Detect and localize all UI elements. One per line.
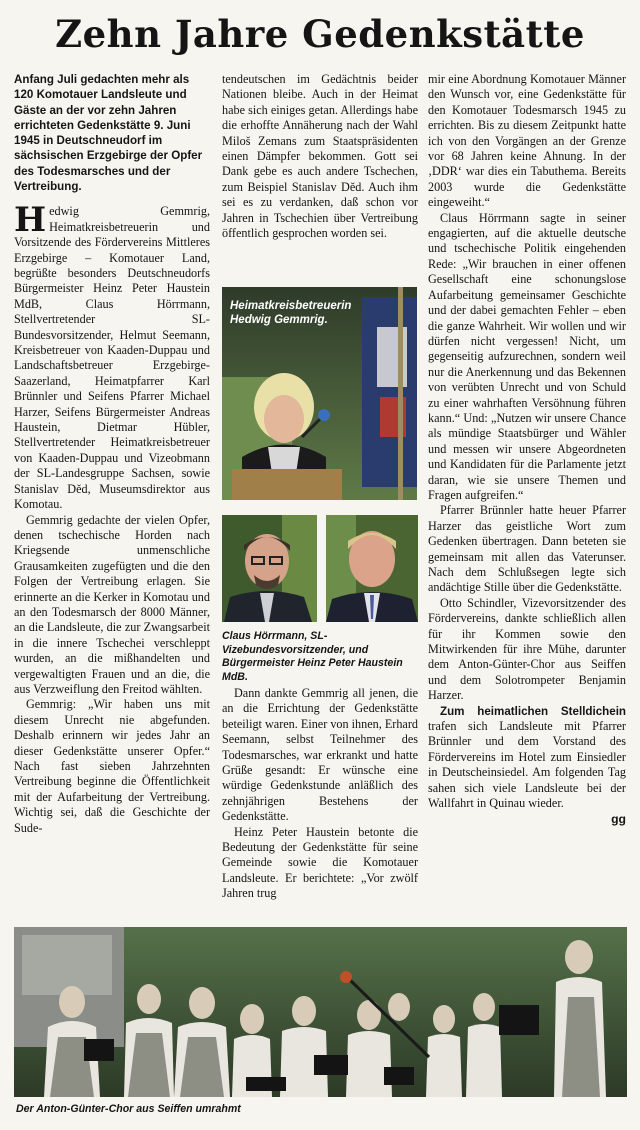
column-1 (14, 72, 210, 912)
paragraph: Dann dankte Gemmrig all jenen, die an die Errichtung der Gedenkstätte beteiligt waren. Einer von ihnen, Erhard Seemann, selbst Teilnehmer des Todesmarsches, war erkrankt und hatte Grüße gesandt: Er wünsche eine würdige Gedenkstunde anläßlich des zehnjährigen Bestehens der Gedenkstätte. (222, 686, 418, 824)
photo-speaker-label: Heimatkreisbetreuerin Hedwig Gemmrig. (230, 300, 352, 326)
paragraph: Hedwig Gemmrig, Heimatkreisbetreuerin und Vorsitzende des Fördervereins Mittleres Erzgebirge – Komotauer Land, begrüßte besonders Deutschneudorfs Bürgermeister Heinz Peter Haustein MdB, Claus Hörrmann, Stellvertretender SL-Bundesvorsitzender, Helmut Seemann, Kreisbetreuer von Kaaden-Duppau und Landschaftsbetreuer Erzgebirge-Saazerland, Heimatpfarrer Karl Brünnler und Seifens Pfarrer Michael Harzer, Seifens Bürgermeister Andreas Haustein, Dietmar Hübler, Stellvertretender Heimatkreisbetreuer von Kaaden-Duppau und Vizeobmann der SL-Landesgruppe Sachsen, sowie Stanislav Děd, Museumsdirektor aus Komotau. (14, 200, 210, 512)
paragraph: mir eine Abordnung Komotauer Männer den Wunsch vor, eine Gedenkstätte für den Komotauer Todesmarsch 1945 zu errichten. Bis zu diesem Zeitpunkt hatte ich von den Vorgängen an der Grenze vor 68 Jahren keine Ahnung. In der ‚DDR‘ war dies ein Tabuthema. Bereits 2003 wurde die Gedenkstätte eingeweiht.“ (428, 72, 626, 210)
column-3 (428, 72, 626, 922)
photo-choir (14, 927, 627, 1097)
paragraph: tendeutschen im Gedächtnis beider Nationen bleibe. Auch in der Heimat habe sich einiges getan. Allerdings habe die erhoffte Annäherung nach der Wahl Miloš Zemans zum Staatspräsidenten einen Dämpfer bekommen. Gott sei Dank gebe es auch andere Tschechen, zum Beispiel Stanislav Děd. Auch ihm sei es zu verdanken, daß schon vor Jahren in Tschechien über Vertreibung öffentlich gesprochen worden sei. (222, 72, 418, 241)
photo-speaker (222, 287, 417, 500)
paragraph: Pfarrer Brünnler hatte heuer Pfarrer Harzer das geistliche Wort zum Gedenken übertragen. Dann beteten sie gemeinsam mit allen das Vaterunser. Nach dem Schlußsegen legte sich andächtige Stille über die Gedenkstätte. (428, 503, 626, 595)
photo-choir-image (14, 927, 627, 1097)
photo-haustein (326, 515, 418, 622)
column-2-top (222, 72, 418, 278)
photo-choir-caption: Der Anton-Günter-Chor aus Seiffen umrahmt (16, 1103, 241, 1115)
paragraph: Gemmrig gedachte der vielen Opfer, denen tschechische Horden nach Kriegsende unmenschliche Grausamkeiten zugefügten und die den Folgen der Vertreibung erlagen. Sie erinnerte an die Kerker in Komotau und an den Todesmarsch der 8000 Männer, an die Landsleute, die zur Zwangsarbeit in die innere Tschechei verschleppt wurden, an die mißhandelten und vergewaltigten Frauen und an die, die aus Verzweiflung den Freitod wählten. (14, 512, 210, 696)
photo-haustein-image (326, 515, 418, 622)
photo-portraits-caption: Claus Hörrmann, SL-Vizebundesvorsitzender, und Bürgermeister Heinz Peter Haustein MdB. (222, 630, 403, 683)
subhead-inline: Zum heimatlichen Stelldichein (440, 704, 626, 718)
photo-hoerrmann (222, 515, 317, 622)
photo-hoerrmann-image (222, 515, 317, 622)
article-lede: Anfang Juli gedachten mehr als 120 Komotauer Landsleute und Gäste an der vor zehn Jahren errichteten Gedenkstätte 9. Juni 1945 in Deutschneudorf im sächsischen Erzgebirge der Opfer des Todesmarsches und der Vertreibung. (14, 73, 203, 194)
drop-cap: H (14, 200, 47, 241)
column-2-bottom (222, 686, 418, 912)
article-headline: Zehn Jahre Gedenkstätte (55, 12, 585, 56)
paragraph: Heinz Peter Haustein betonte die Bedeutung der Gedenkstätte für seine Gemeinde sowie die Komotauer Landsleute. Er berichtete: „Vor zwölf Jahren trug (222, 824, 418, 901)
paragraph: Otto Schindler, Vizevorsitzender des Fördervereins, dankte schließlich allen für ihr Kommen sowie den Mitwirkenden für ihre Mühe, darunter dem Anton-Günter-Chor aus Seiffen und dem Solotrompeter Benjamin Harzer. (428, 595, 626, 703)
paragraph: Gemmrig: „Wir haben uns mit diesem Unrecht nie abgefunden. Deshalb erinnern wir jedes Jahr an dieser Gedenkstätte unserer Opfer.“ Nach fast sieben Jahrzehnten Vertreibung beginne die Öffentlichkeit mit der Aufarbeitung der Vertreibung. Wichtig sei, daß die Geschichte der Sude- (14, 697, 210, 835)
paragraph: Zum heimatlichen Stelldichein trafen sich Landsleute mit Pfarrer Brünnler und dem Vorstand des Fördervereins im Hotel zum Einsiedler in Deutscheinsiedel. Am folgenden Tag sahen sich viele Landsleute bei der Wallfahrt in Quinau wieder. (428, 704, 626, 811)
paragraph: Claus Hörrmann sagte in seiner engagierten, auf die aktuelle deutsche und tschechische Politik eingehenden Rede: „Wir brauchen in einer offenen Gesellschaft eine schonungslose Aufarbeitung gemeinsamer Geschichte und der dabei gemachten Fehler – eben die ganze Wahrheit. Wir wollen und wir dürfen nicht vergessen! Nicht, um gegenseitig aufzurechnen, sondern weil nur die Anerkennung und das Bekennen von verübten Unrecht und von Schuld zu einer wahrhaften Versöhnung führen kann.“ Und: „Nutzen wir unsere Chance als mündige Staatsbürger und Wähler und messen wir unsere Abgeordneten und Kandidaten für die Parlamente jetzt daran, wie sie unsere Themen und Fragen aufgreifen.“ (428, 210, 626, 502)
author-signature: gg (611, 811, 626, 826)
